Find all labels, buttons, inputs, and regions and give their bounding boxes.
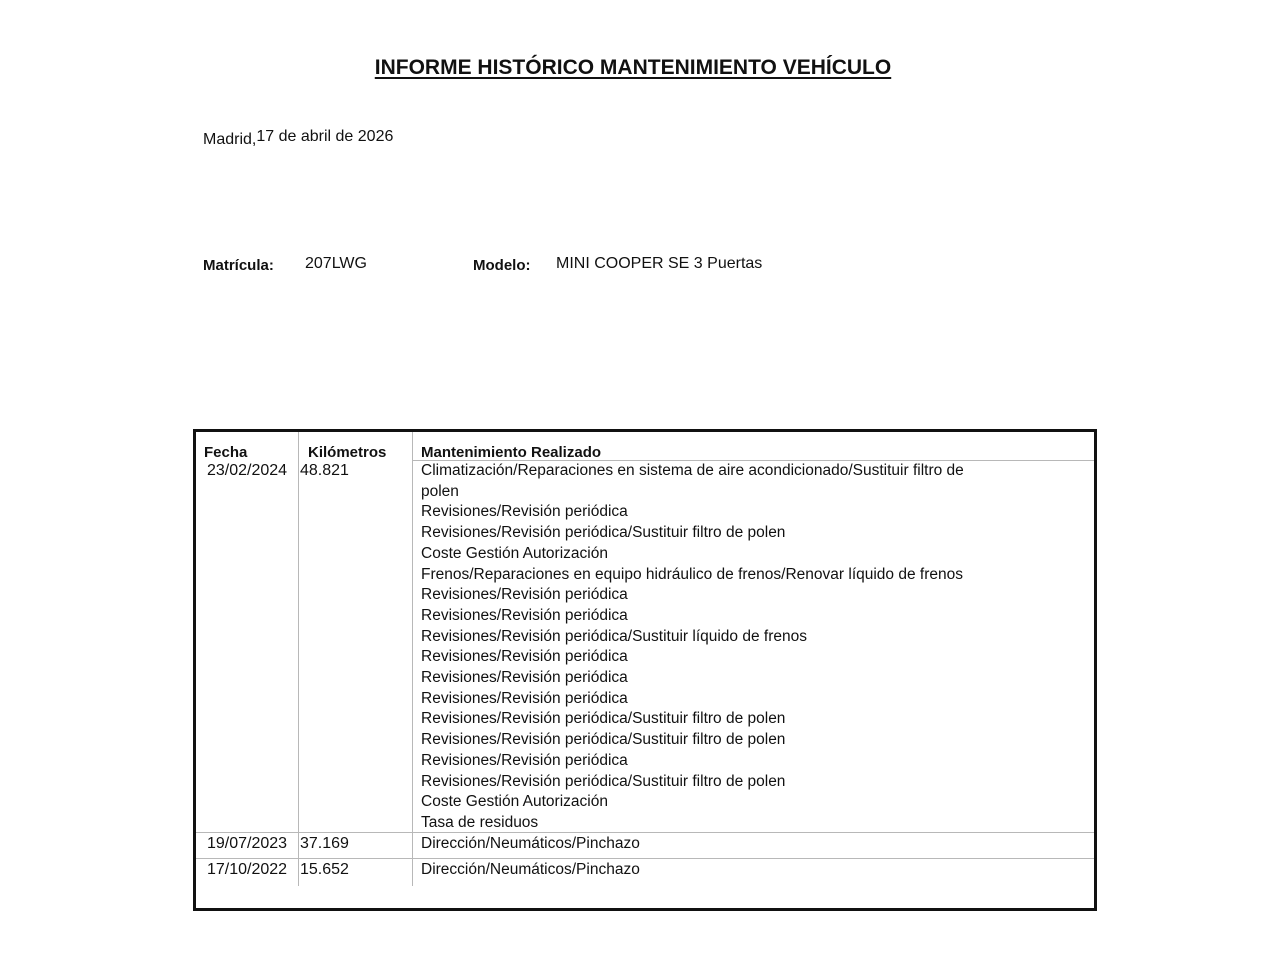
task-item: Revisiones/Revisión periódica/Sustituir filtro de polen xyxy=(421,524,786,542)
task-item: Revisiones/Revisión periódica/Sustituir líquido de frenos xyxy=(421,627,807,645)
row-1-tasks xyxy=(421,461,981,834)
column-header-maintenance: Mantenimiento Realizado xyxy=(421,444,602,461)
task-item: Revisiones/Revisión periódica xyxy=(421,689,628,707)
column-header-date: Fecha xyxy=(204,444,248,461)
task-item: Coste Gestión Autorización xyxy=(421,544,608,562)
task-item: Revisiones/Revisión periódica/Sustituir filtro de polen xyxy=(421,772,786,790)
report-date: 17 de abril de 2026 xyxy=(256,128,394,145)
report-title: INFORME HISTÓRICO MANTENIMIENTO VEHÍCULO xyxy=(374,56,892,79)
model-value: MINI COOPER SE 3 Puertas xyxy=(556,255,763,272)
plate-label: Matrícula: xyxy=(203,257,274,274)
report-date-line xyxy=(203,128,393,146)
task-item: Revisiones/Revisión periódica/Sustituir filtro de polen xyxy=(421,731,786,749)
task-item: Revisiones/Revisión periódica xyxy=(421,648,628,666)
column-divider xyxy=(298,432,299,886)
task-item: Revisiones/Revisión periódica xyxy=(421,606,628,624)
column-divider xyxy=(412,432,413,886)
row-3-task: Dirección/Neumáticos/Pinchazo xyxy=(421,861,640,878)
plate-value: 207LWG xyxy=(305,255,367,272)
model-label: Modelo: xyxy=(473,257,531,274)
task-item: Revisiones/Revisión periódica xyxy=(421,586,628,604)
row-2-task: Dirección/Neumáticos/Pinchazo xyxy=(421,835,640,852)
row-3-km: 15.652 xyxy=(300,861,349,878)
task-item: Climatización/Reparaciones en sistema de aire acondicionado/Sustituir filtro de polen xyxy=(421,462,964,500)
report-city: Madrid, xyxy=(203,131,257,148)
task-item: Revisiones/Revisión periódica xyxy=(421,751,628,769)
row-divider xyxy=(196,858,1094,859)
task-item: Coste Gestión Autorización xyxy=(421,793,608,811)
maintenance-table xyxy=(193,429,1097,911)
row-2-date: 19/07/2023 xyxy=(207,835,288,852)
column-header-km: Kilómetros xyxy=(308,444,387,461)
row-2-km: 37.169 xyxy=(300,835,349,852)
task-item: Revisiones/Revisión periódica xyxy=(421,503,628,521)
row-1-date: 23/02/2024 xyxy=(207,462,288,479)
task-item: Frenos/Reparaciones en equipo hidráulico de frenos/Renovar líquido de frenos xyxy=(421,565,963,583)
task-item: Tasa de residuos xyxy=(421,813,539,831)
row-1-km: 48.821 xyxy=(300,462,349,479)
task-item: Revisiones/Revisión periódica xyxy=(421,669,628,687)
row-3-date: 17/10/2022 xyxy=(207,861,288,878)
task-item: Revisiones/Revisión periódica/Sustituir filtro de polen xyxy=(421,710,786,728)
